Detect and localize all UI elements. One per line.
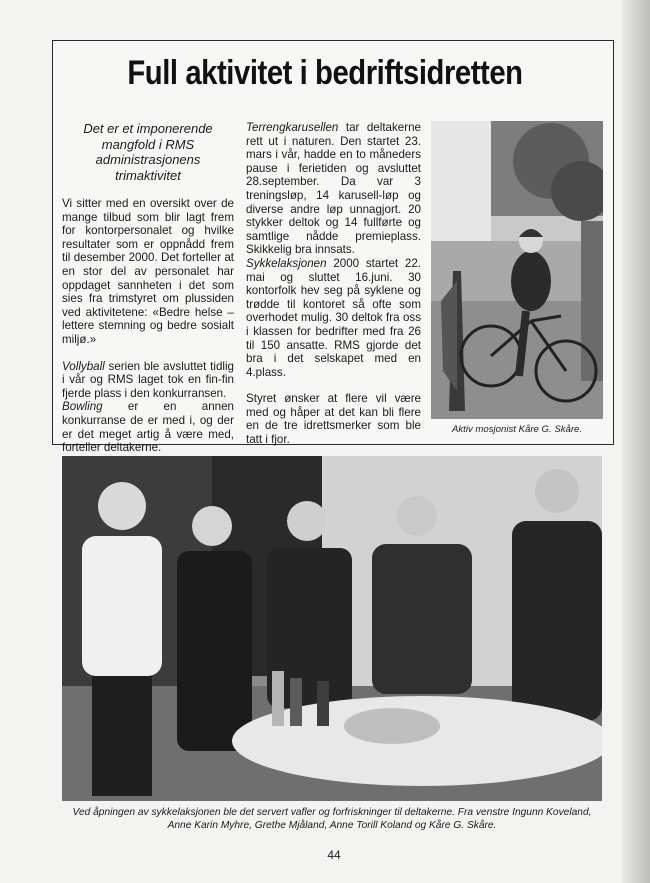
cyclist-photo-art xyxy=(431,121,603,419)
paragraph xyxy=(246,392,421,446)
paragraph-text: 2000 startet 22. mai og sluttet 16.juni. 30 kontorfolk hev seg på syklene og trødde til kontoret så ofte som overhodet mulig. 30 deltok fra oss i klassen for bedrifter med fra 26 til 150 ansatte. RMS gjorde det bra i det selskapet med en 4.plass. xyxy=(246,256,421,379)
paragraph-text: Styret ønsker at flere vil være med og håper at det kan bli flere en de tre idrettsmerker som ble tatt i fjor. xyxy=(246,392,421,447)
paragraph-text: Vi sitter med en oversikt over de mange tilbud som blir lagt frem for kontorpersonalet og hvilke resultater som er oppnådd frem til desember 2000. Det forteller at en stor del av personalet har oppdaget sannheten i det som sies fra trimstyret om plussiden ved aktivitetene: «Bedre helse – lettere stemning og bedre sosialt miljø.» xyxy=(62,197,234,346)
page-number: 44 xyxy=(327,848,341,862)
group-photo-caption: Ved åpningen av sykkelaksjonen ble det servert vafler og forfriskninger til deltakerne. Fra venstre Ingunn Koveland, Anne Karin Myhre, Grethe Mjåland, Anne Torill Koland og Kåre G. Skåre. xyxy=(72,807,592,831)
group-photo-art xyxy=(62,456,602,801)
italic-term: Terrengkarusellen xyxy=(246,121,339,134)
paragraph xyxy=(62,360,234,455)
page-edge-shadow xyxy=(622,0,650,883)
italic-term: Bowling xyxy=(62,400,103,414)
text-column-left xyxy=(62,121,234,468)
paragraph xyxy=(62,197,234,347)
paragraph-text: er en annen konkurranse de er med i, og der er det meget artig å være med, forteller deltakerne. xyxy=(62,400,234,455)
article-headline: Full aktivitet i bedriftsidretten xyxy=(127,54,523,92)
cyclist-photo-caption: Aktiv mosjonist Kåre G. Skåre. xyxy=(451,424,583,435)
text-column-middle xyxy=(246,121,421,460)
paragraph-text: tar deltakerne rett ut i naturen. Den startet 23. mars i vår, hadde en to måneders pause i ferietiden og avsluttet 28.september. Da var 3 treningsløp, 14 karusell-løp og diverse andre løp unnagjort. 20 stykker deltok og 14 fullførte og samtlige nådde premieplass. Skikkelig bra innsats. xyxy=(246,121,421,257)
article-intro: Det er et imponerende mangfold i RMS administrasjonens trimaktivitet xyxy=(83,121,213,183)
paragraph xyxy=(246,121,421,379)
group-photo xyxy=(62,456,602,801)
italic-term: Vollyball xyxy=(62,359,105,373)
cyclist-photo xyxy=(431,121,603,419)
paragraph-text: serien ble avsluttet tidlig i vår og RMS laget tok en fin-fin fjerde plass i den konkurransen. xyxy=(62,359,234,400)
italic-term: Sykkelaksjonen xyxy=(246,256,327,270)
